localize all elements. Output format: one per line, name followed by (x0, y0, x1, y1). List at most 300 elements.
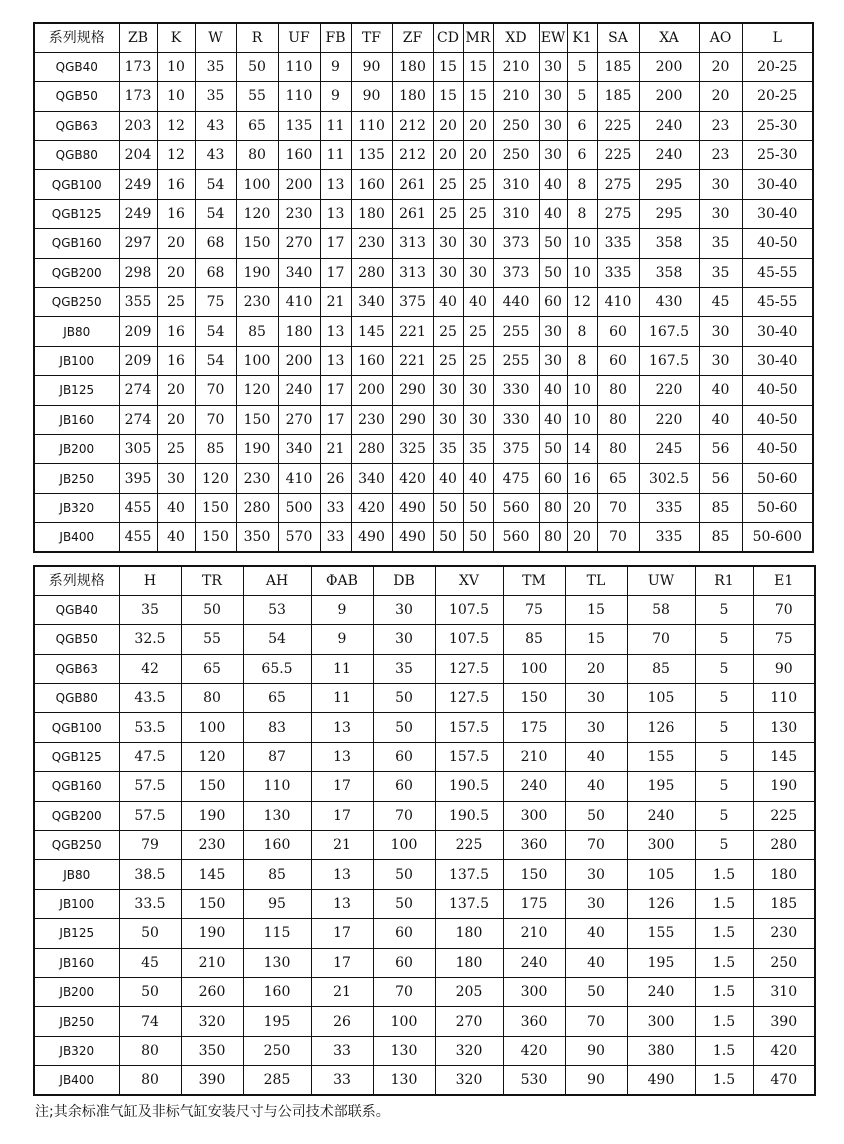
table-2-model-cell: QGB40 (34, 595, 119, 624)
table-1-value-cell: 210 (493, 82, 539, 111)
table-2-model-cell: JB400 (34, 1066, 119, 1095)
table-1-value-cell: 13 (320, 346, 351, 375)
table-2-value-cell: 5 (695, 742, 753, 771)
table-2-model-cell: QGB160 (34, 772, 119, 801)
table-1-model-cell: QGB200 (34, 258, 119, 287)
table-2-value-cell: 127.5 (435, 684, 503, 713)
table-2-value-cell: 250 (243, 1036, 311, 1065)
table-2-value-cell: 280 (753, 831, 815, 860)
table-1-header-cell: 系列规格 (34, 23, 119, 52)
table-1-value-cell: 10 (157, 82, 195, 111)
table-1-value-cell: 249 (119, 170, 157, 199)
table-2-value-cell: 300 (627, 831, 695, 860)
table-1-value-cell: 68 (195, 229, 236, 258)
table-2-value-cell: 1.5 (695, 860, 753, 889)
table-2-value-cell: 43.5 (119, 684, 181, 713)
table-1-value-cell: 30-40 (742, 346, 813, 375)
table-1-value-cell: 475 (493, 464, 539, 493)
table-1-value-cell: 25-30 (742, 111, 813, 140)
table-1-value-cell: 240 (639, 111, 699, 140)
table-2-value-cell: 1.5 (695, 948, 753, 977)
table-2-body (34, 595, 815, 1095)
table-2-value-cell: 126 (627, 889, 695, 918)
table-2-value-cell: 17 (311, 919, 373, 948)
table-2-value-cell: 190 (181, 919, 243, 948)
table-1-value-cell: 160 (351, 346, 392, 375)
table-2-value-cell: 58 (627, 595, 695, 624)
table-1-value-cell: 25 (463, 199, 493, 228)
table-2-header-cell: TR (181, 566, 243, 595)
table-2-value-cell: 470 (753, 1066, 815, 1095)
table-1-row (34, 141, 813, 170)
table-1-value-cell: 25 (463, 317, 493, 346)
table-1-value-cell: 20-25 (742, 52, 813, 81)
table-2-value-cell: 26 (311, 1007, 373, 1036)
table-1-value-cell: 40 (699, 376, 742, 405)
table-1-value-cell: 85 (236, 317, 278, 346)
table-2-value-cell: 50 (373, 860, 435, 889)
table-1-value-cell: 8 (567, 346, 597, 375)
table-1-value-cell: 310 (493, 199, 539, 228)
table-1-value-cell: 185 (597, 82, 639, 111)
table-1-value-cell: 10 (157, 52, 195, 81)
table-2-value-cell: 110 (243, 772, 311, 801)
table-1-value-cell: 17 (320, 376, 351, 405)
table-1-value-cell: 270 (278, 405, 320, 434)
table-1-value-cell: 230 (278, 199, 320, 228)
table-1-value-cell: 185 (597, 52, 639, 81)
table-2-value-cell: 310 (753, 977, 815, 1006)
table-1-model-cell: QGB250 (34, 288, 119, 317)
table-1-value-cell: 11 (320, 141, 351, 170)
table-1-value-cell: 68 (195, 258, 236, 287)
table-1-value-cell: 20 (567, 493, 597, 522)
table-2-value-cell: 70 (565, 831, 627, 860)
table-1-value-cell: 75 (195, 288, 236, 317)
table-1-value-cell: 167.5 (639, 317, 699, 346)
table-1-value-cell: 340 (351, 464, 392, 493)
table-2-value-cell: 9 (311, 625, 373, 654)
table-1-value-cell: 290 (392, 405, 433, 434)
table-1-value-cell: 65 (236, 111, 278, 140)
table-2-value-cell: 50 (119, 919, 181, 948)
table-2-value-cell: 17 (311, 772, 373, 801)
table-1-value-cell: 40 (433, 288, 463, 317)
table-2-value-cell: 11 (311, 654, 373, 683)
table-1-value-cell: 40 (539, 376, 567, 405)
table-1-value-cell: 40 (463, 288, 493, 317)
table-1-value-cell: 330 (493, 376, 539, 405)
table-2-value-cell: 30 (565, 684, 627, 713)
table-1-value-cell: 221 (392, 346, 433, 375)
table-1-value-cell: 150 (195, 523, 236, 552)
table-2-value-cell: 190 (181, 801, 243, 830)
table-2-value-cell: 1.5 (695, 1066, 753, 1095)
table-2-header-cell: E1 (753, 566, 815, 595)
table-1-row (34, 317, 813, 346)
table-1-value-cell: 335 (597, 229, 639, 258)
table-1-row (34, 405, 813, 434)
table-1-value-cell: 30 (699, 170, 742, 199)
table-1-value-cell: 21 (320, 434, 351, 463)
table-1-value-cell: 21 (320, 288, 351, 317)
table-1-value-cell: 335 (597, 258, 639, 287)
table-2-value-cell: 65.5 (243, 654, 311, 683)
table-2-value-cell: 210 (181, 948, 243, 977)
table-1-value-cell: 173 (119, 82, 157, 111)
table-1-value-cell: 120 (236, 376, 278, 405)
table-2-header-cell: TL (565, 566, 627, 595)
table-2-value-cell: 85 (243, 860, 311, 889)
table-1-value-cell: 15 (433, 82, 463, 111)
table-1-value-cell: 30 (157, 464, 195, 493)
table-1-value-cell: 30 (463, 229, 493, 258)
table-1-value-cell: 16 (157, 317, 195, 346)
table-1-value-cell: 16 (157, 170, 195, 199)
table-2-value-cell: 30 (373, 625, 435, 654)
table-1-value-cell: 15 (463, 82, 493, 111)
table-1-value-cell: 40 (157, 523, 195, 552)
table-1-value-cell: 20-25 (742, 82, 813, 111)
table-1-value-cell: 50 (463, 523, 493, 552)
table-2-header (34, 566, 815, 595)
table-1-value-cell: 30 (433, 258, 463, 287)
table-1-value-cell: 20 (463, 111, 493, 140)
table-2-value-cell: 225 (753, 801, 815, 830)
table-2-value-cell: 75 (503, 595, 565, 624)
table-2-value-cell: 5 (695, 595, 753, 624)
table-2-value-cell: 240 (503, 948, 565, 977)
table-2-value-cell: 5 (695, 831, 753, 860)
table-1-value-cell: 25 (157, 288, 195, 317)
table-2-value-cell: 32.5 (119, 625, 181, 654)
footnote: 注;其余标准气缸及非标气缸安装尺寸与公司技术部联系。 (35, 1104, 390, 1120)
table-2-row (34, 977, 815, 1006)
table-1-value-cell: 100 (236, 170, 278, 199)
table-2-value-cell: 35 (119, 595, 181, 624)
table-1-value-cell: 30-40 (742, 199, 813, 228)
table-2-value-cell: 57.5 (119, 772, 181, 801)
table-1-value-cell: 70 (195, 405, 236, 434)
table-2-value-cell: 5 (695, 801, 753, 830)
table-2-value-cell: 107.5 (435, 625, 503, 654)
table-1-value-cell: 410 (597, 288, 639, 317)
table-1-value-cell: 40 (463, 464, 493, 493)
table-2-value-cell: 205 (435, 977, 503, 1006)
table-2-value-cell: 13 (311, 742, 373, 771)
table-1-value-cell: 17 (320, 229, 351, 258)
table-2-value-cell: 130 (243, 948, 311, 977)
table-2-value-cell: 137.5 (435, 860, 503, 889)
table-1-value-cell: 230 (351, 229, 392, 258)
table-2-value-cell: 5 (695, 772, 753, 801)
table-1-value-cell: 60 (597, 317, 639, 346)
table-1-model-cell: JB125 (34, 376, 119, 405)
table-2-value-cell: 33.5 (119, 889, 181, 918)
table-2-value-cell: 175 (503, 713, 565, 742)
table-2-value-cell: 50 (181, 595, 243, 624)
table-1-value-cell: 30 (433, 405, 463, 434)
table-1-value-cell: 295 (639, 170, 699, 199)
table-1-value-cell: 410 (278, 288, 320, 317)
table-2-value-cell: 300 (503, 977, 565, 1006)
table-2-value-cell: 250 (753, 948, 815, 977)
table-1-value-cell: 355 (119, 288, 157, 317)
table-1-value-cell: 26 (320, 464, 351, 493)
table-1-value-cell: 12 (157, 111, 195, 140)
table-1-value-cell: 295 (639, 199, 699, 228)
table-1-value-cell: 455 (119, 493, 157, 522)
table-1-value-cell: 13 (320, 170, 351, 199)
table-1-value-cell: 245 (639, 434, 699, 463)
table-1-value-cell: 180 (392, 82, 433, 111)
table-1-value-cell: 25 (463, 346, 493, 375)
table-1-value-cell: 490 (351, 523, 392, 552)
table-1-value-cell: 240 (639, 141, 699, 170)
table-2-value-cell: 20 (565, 654, 627, 683)
table-2-row (34, 831, 815, 860)
table-2-value-cell: 155 (627, 742, 695, 771)
table-2-value-cell: 40 (565, 742, 627, 771)
table-2-model-cell: QGB80 (34, 684, 119, 713)
table-2-value-cell: 40 (565, 919, 627, 948)
table-1-value-cell: 203 (119, 111, 157, 140)
table-1-value-cell: 45 (699, 288, 742, 317)
table-2-value-cell: 210 (503, 742, 565, 771)
table-1-value-cell: 40 (699, 405, 742, 434)
table-2-value-cell: 130 (243, 801, 311, 830)
table-1-model-cell: JB400 (34, 523, 119, 552)
table-2-value-cell: 5 (695, 625, 753, 654)
table-1-value-cell: 110 (278, 52, 320, 81)
table-2-value-cell: 195 (243, 1007, 311, 1036)
table-1-row (34, 523, 813, 552)
table-2-value-cell: 100 (181, 713, 243, 742)
table-1-value-cell: 40 (433, 464, 463, 493)
table-2-value-cell: 105 (627, 684, 695, 713)
table-2-value-cell: 53 (243, 595, 311, 624)
table-1-value-cell: 35 (433, 434, 463, 463)
table-2-value-cell: 21 (311, 977, 373, 1006)
table-1-value-cell: 50 (433, 523, 463, 552)
dimension-table-2 (33, 565, 816, 1096)
table-1-value-cell: 570 (278, 523, 320, 552)
table-2-value-cell: 115 (243, 919, 311, 948)
table-1-value-cell: 30 (539, 111, 567, 140)
table-1-value-cell: 560 (493, 523, 539, 552)
table-2-value-cell: 100 (373, 1007, 435, 1036)
table-1-value-cell: 50 (539, 258, 567, 287)
table-1-header-cell: MR (463, 23, 493, 52)
table-2-header-cell: XV (435, 566, 503, 595)
table-1-row (34, 229, 813, 258)
table-2-value-cell: 210 (503, 919, 565, 948)
table-1-value-cell: 35 (195, 82, 236, 111)
table-1-value-cell: 490 (392, 523, 433, 552)
table-2-row (34, 772, 815, 801)
table-1-value-cell: 410 (278, 464, 320, 493)
table-2-value-cell: 50 (119, 977, 181, 1006)
table-1-model-cell: QGB63 (34, 111, 119, 140)
table-1-value-cell: 60 (539, 288, 567, 317)
table-2-row (34, 1036, 815, 1065)
table-1-model-cell: QGB100 (34, 170, 119, 199)
table-1-value-cell: 180 (392, 52, 433, 81)
table-2-value-cell: 38.5 (119, 860, 181, 889)
table-2-value-cell: 47.5 (119, 742, 181, 771)
table-2-model-cell: JB200 (34, 977, 119, 1006)
table-1-header-cell: ZF (392, 23, 433, 52)
table-2-value-cell: 175 (503, 889, 565, 918)
table-1-value-cell: 54 (195, 199, 236, 228)
table-2-value-cell: 157.5 (435, 713, 503, 742)
table-2-value-cell: 55 (181, 625, 243, 654)
table-2-value-cell: 230 (181, 831, 243, 860)
table-2-value-cell: 185 (753, 889, 815, 918)
table-2-value-cell: 70 (627, 625, 695, 654)
table-1-value-cell: 50 (433, 493, 463, 522)
table-1-value-cell: 200 (351, 376, 392, 405)
table-2-model-cell: QGB200 (34, 801, 119, 830)
table-2-header-cell: R1 (695, 566, 753, 595)
table-1-value-cell: 35 (699, 258, 742, 287)
table-2-value-cell: 5 (695, 654, 753, 683)
table-2-value-cell: 145 (753, 742, 815, 771)
table-2-value-cell: 35 (373, 654, 435, 683)
table-1-header-row (34, 23, 813, 52)
table-1-value-cell: 25 (157, 434, 195, 463)
table-1-header-cell: CD (433, 23, 463, 52)
table-2-value-cell: 65 (181, 654, 243, 683)
table-1-value-cell: 420 (392, 464, 433, 493)
table-1-value-cell: 80 (539, 523, 567, 552)
table-1-value-cell: 8 (567, 317, 597, 346)
table-1-value-cell: 209 (119, 346, 157, 375)
table-1-model-cell: QGB125 (34, 199, 119, 228)
table-1-value-cell: 275 (597, 199, 639, 228)
table-1-value-cell: 298 (119, 258, 157, 287)
table-2-value-cell: 30 (565, 889, 627, 918)
table-1-value-cell: 30 (539, 317, 567, 346)
table-1-value-cell: 209 (119, 317, 157, 346)
table-1-value-cell: 249 (119, 199, 157, 228)
table-1-value-cell: 375 (392, 288, 433, 317)
table-2-value-cell: 1.5 (695, 919, 753, 948)
table-1-value-cell: 20 (567, 523, 597, 552)
table-1-value-cell: 40 (539, 199, 567, 228)
table-1-value-cell: 212 (392, 141, 433, 170)
table-2-header-cell: DB (373, 566, 435, 595)
table-2-value-cell: 230 (753, 919, 815, 948)
table-1-value-cell: 55 (236, 82, 278, 111)
table-1-header-cell: L (742, 23, 813, 52)
table-1-value-cell: 358 (639, 229, 699, 258)
table-2-row (34, 654, 815, 683)
table-1-value-cell: 20 (157, 405, 195, 434)
table-2-value-cell: 21 (311, 831, 373, 860)
table-1-value-cell: 373 (493, 258, 539, 287)
table-2-value-cell: 70 (373, 977, 435, 1006)
table-1-value-cell: 200 (278, 170, 320, 199)
table-1-model-cell: JB160 (34, 405, 119, 434)
table-2-value-cell: 145 (181, 860, 243, 889)
table-2-value-cell: 126 (627, 713, 695, 742)
table-2-value-cell: 74 (119, 1007, 181, 1036)
table-1-value-cell: 25-30 (742, 141, 813, 170)
table-2-value-cell: 79 (119, 831, 181, 860)
table-1-value-cell: 150 (236, 405, 278, 434)
table-1-value-cell: 150 (236, 229, 278, 258)
table-1-header-cell: TF (351, 23, 392, 52)
table-2-header-cell: H (119, 566, 181, 595)
table-2-value-cell: 42 (119, 654, 181, 683)
table-1-value-cell: 54 (195, 170, 236, 199)
table-2-value-cell: 195 (627, 948, 695, 977)
table-1-value-cell: 9 (320, 82, 351, 111)
table-2-value-cell: 85 (503, 625, 565, 654)
table-2-value-cell: 50 (373, 713, 435, 742)
table-1-row (34, 464, 813, 493)
table-1-value-cell: 230 (351, 405, 392, 434)
table-1-model-cell: JB100 (34, 346, 119, 375)
table-1-value-cell: 420 (351, 493, 392, 522)
table-2-value-cell: 85 (627, 654, 695, 683)
table-2-value-cell: 285 (243, 1066, 311, 1095)
table-1-value-cell: 35 (195, 52, 236, 81)
table-1-value-cell: 5 (567, 52, 597, 81)
table-2-row (34, 919, 815, 948)
table-2-value-cell: 15 (565, 625, 627, 654)
table-1-value-cell: 80 (597, 376, 639, 405)
table-1-row (34, 288, 813, 317)
table-1-row (34, 82, 813, 111)
table-2-value-cell: 260 (181, 977, 243, 1006)
table-2-value-cell: 40 (565, 772, 627, 801)
table-1-value-cell: 180 (351, 199, 392, 228)
table-2-value-cell: 87 (243, 742, 311, 771)
table-1-value-cell: 30 (699, 346, 742, 375)
table-1-value-cell: 313 (392, 229, 433, 258)
table-1-value-cell: 30 (539, 346, 567, 375)
table-1-value-cell: 325 (392, 434, 433, 463)
table-1-value-cell: 310 (493, 170, 539, 199)
table-1-model-cell: QGB50 (34, 82, 119, 111)
table-1-value-cell: 220 (639, 376, 699, 405)
table-1-value-cell: 173 (119, 52, 157, 81)
table-2-model-cell: JB100 (34, 889, 119, 918)
table-1-value-cell: 150 (195, 493, 236, 522)
table-1-value-cell: 8 (567, 199, 597, 228)
table-2-value-cell: 70 (565, 1007, 627, 1036)
table-1-value-cell: 40-50 (742, 376, 813, 405)
table-1-value-cell: 350 (236, 523, 278, 552)
table-1-value-cell: 33 (320, 523, 351, 552)
table-2-row (34, 860, 815, 889)
table-1-value-cell: 25 (463, 170, 493, 199)
table-1-value-cell: 335 (639, 523, 699, 552)
table-2-value-cell: 70 (373, 801, 435, 830)
table-1-value-cell: 373 (493, 229, 539, 258)
table-1-value-cell: 255 (493, 346, 539, 375)
table-1-value-cell: 280 (351, 434, 392, 463)
table-2-value-cell: 190.5 (435, 801, 503, 830)
table-1-value-cell: 17 (320, 405, 351, 434)
table-1-value-cell: 10 (567, 229, 597, 258)
table-1-value-cell: 110 (351, 111, 392, 140)
table-2-value-cell: 240 (503, 772, 565, 801)
table-2-value-cell: 120 (181, 742, 243, 771)
table-2-model-cell: JB125 (34, 919, 119, 948)
